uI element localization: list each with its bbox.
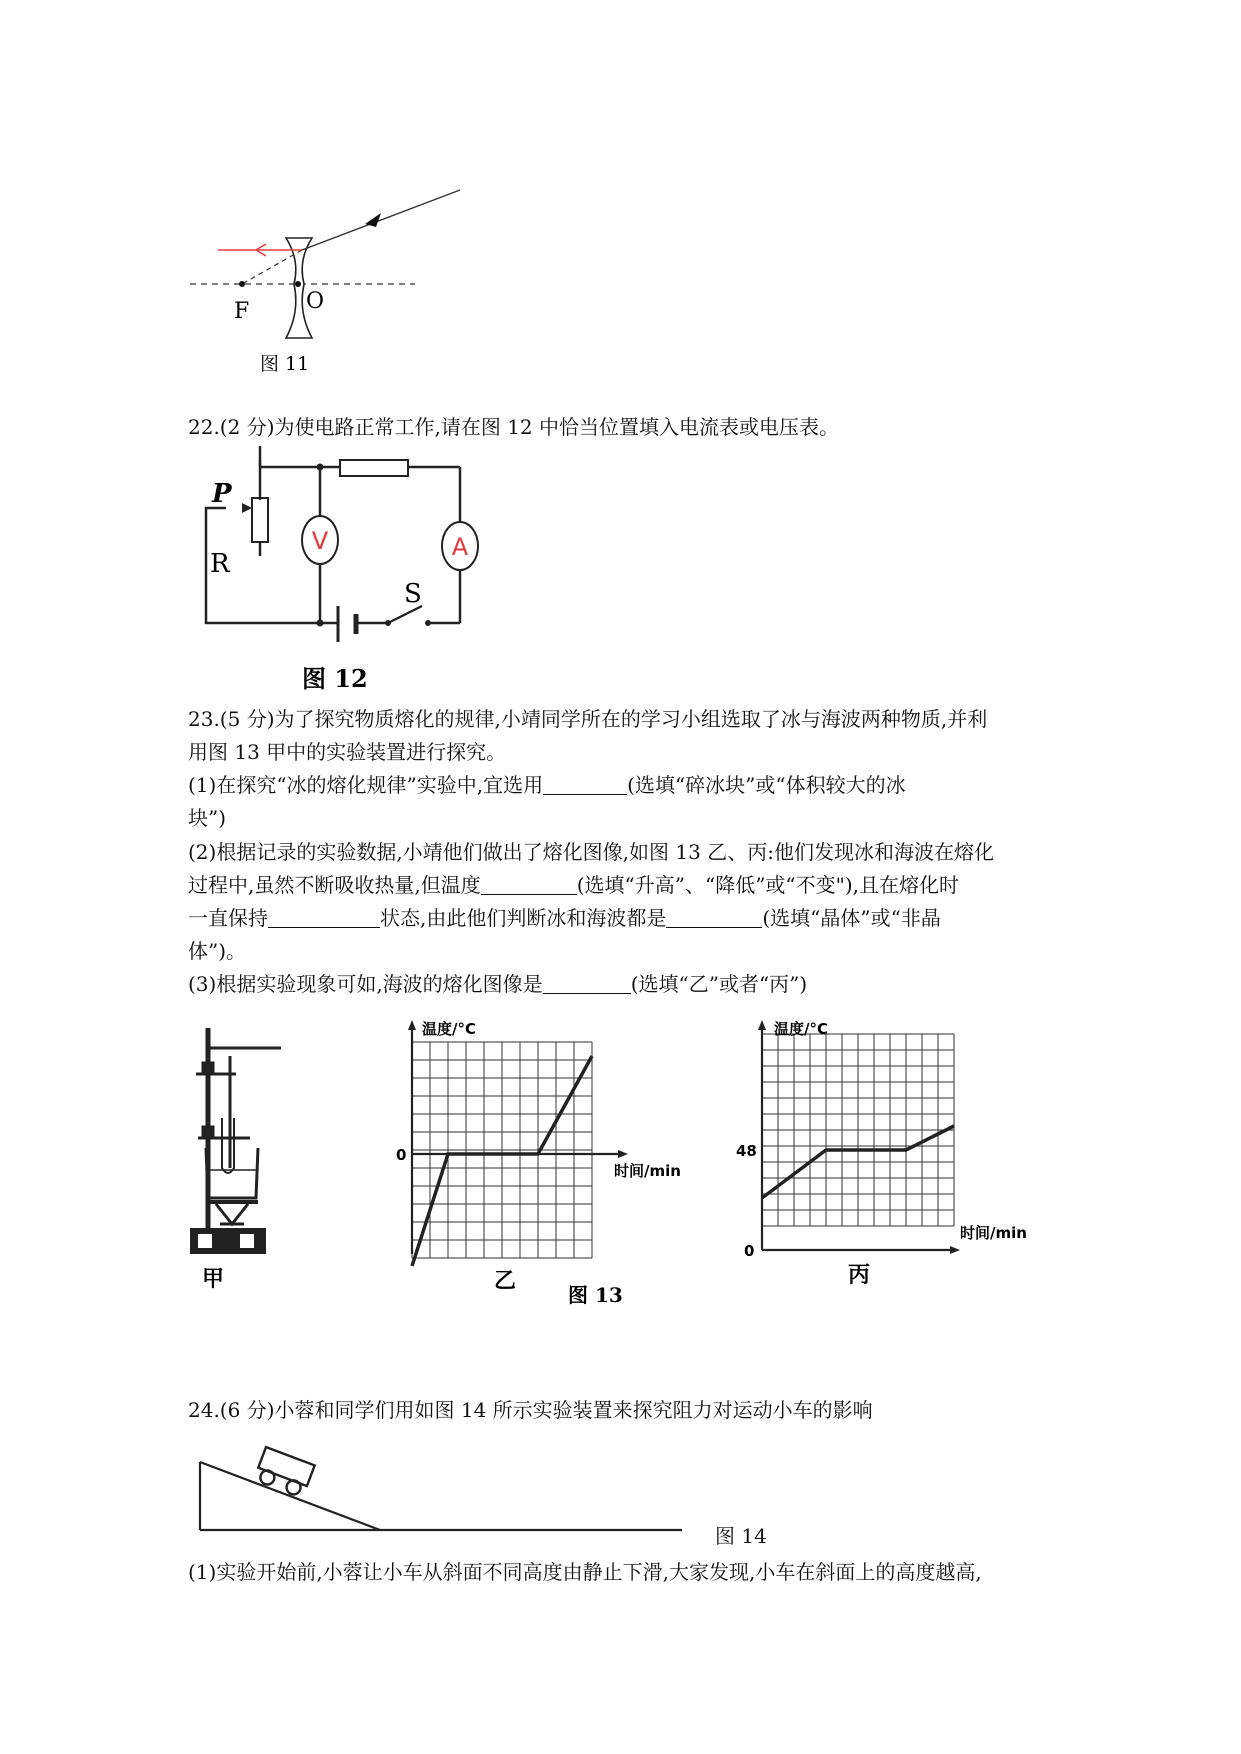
- figure-11-caption: 图 11: [260, 353, 310, 375]
- question-23-part2: (2)根据记录的实验数据,小靖他们做出了熔化图像,如图 13 乙、丙:他们发现冰和海波在熔化: [188, 840, 994, 864]
- label-jia: 甲: [202, 1266, 225, 1292]
- chart-yi-x-arrow: [618, 1150, 628, 1158]
- answer-blank-1[interactable]: [543, 774, 627, 795]
- label-s: S: [404, 579, 422, 609]
- label-yi: 乙: [494, 1268, 517, 1294]
- answer-blank-5[interactable]: [543, 973, 631, 994]
- ammeter-label: A: [451, 533, 469, 561]
- chart-bing-ylabel: 温度/°C: [774, 1020, 828, 1038]
- chart-yi-grid: [412, 1042, 592, 1258]
- figure-11-lens-diagram: [190, 180, 470, 380]
- label-f: F: [234, 299, 250, 324]
- answer-blank-2[interactable]: [481, 874, 577, 895]
- chart-yi-y-arrow: [408, 1020, 416, 1030]
- chart-bing-y-arrow: [758, 1020, 766, 1030]
- figure-13-apparatus: [186, 1018, 296, 1293]
- question-24-part1: (1)实验开始前,小蓉让小车从斜面不同高度由静止下滑,大家发现,小车在斜面上的高度越高,: [188, 1560, 982, 1584]
- voltmeter-label: V: [311, 527, 329, 555]
- chart-bing-grid: [762, 1034, 954, 1226]
- label-bing: 丙: [848, 1262, 871, 1288]
- question-23-part3: (3)根据实验现象可如,海波的熔化图像是 (选填“乙”或者“丙”): [188, 972, 808, 996]
- figure-12-caption: 图 12: [302, 664, 368, 693]
- incident-ray: [302, 190, 460, 250]
- chart-yi-xlabel: 时间/min: [614, 1162, 681, 1180]
- chart-bing: [732, 1020, 1072, 1296]
- figure-14-incline: [196, 1440, 796, 1550]
- figure-14-caption: 图 14: [715, 1524, 767, 1548]
- chart-bing-tick-48: 48: [736, 1142, 757, 1160]
- figure-13-caption: 图 13: [568, 1283, 623, 1307]
- concave-lens: [286, 238, 312, 338]
- label-p: P: [212, 479, 232, 509]
- chart-yi-ylabel: 温度/°C: [422, 1020, 476, 1038]
- question-23-part2-end: 体”)。: [188, 939, 247, 963]
- figure-12-circuit: [190, 460, 510, 700]
- answer-blank-4[interactable]: [666, 907, 762, 928]
- question-23-line1: 23.(5 分)为了探究物质熔化的规律,小靖同学所在的学习小组选取了冰与海波两种物质,并利: [188, 707, 988, 731]
- chart-yi: [388, 1020, 718, 1307]
- question-23-part2-line2: 过程中,虽然不断吸收热量,但温度 (选填“升高”、“降低”或“不变"),且在熔化时: [188, 873, 960, 897]
- ray-extension: [242, 250, 302, 284]
- question-23-part1: (1)在探究“冰的熔化规律”实验中,宜选用 (选填“碎冰块”或“体积较大的冰: [188, 773, 906, 797]
- chart-bing-tick-0: 0: [744, 1242, 755, 1260]
- chart-bing-x-arrow: [950, 1246, 960, 1254]
- question-22: 22.(2 分)为使电路正常工作,请在图 12 中恰当位置填入电流表或电压表。: [188, 415, 840, 439]
- focal-point: [239, 281, 245, 287]
- question-24: 24.(6 分)小蓉和同学们用如图 14 所示实验装置来探究阻力对运动小车的影响: [188, 1398, 873, 1422]
- question-23-line2: 用图 13 甲中的实验装置进行探究。: [188, 740, 507, 764]
- chart-yi-tick-0: 0: [396, 1146, 407, 1164]
- label-r: R: [210, 549, 230, 579]
- label-o: O: [306, 289, 325, 314]
- answer-blank-3[interactable]: [268, 907, 380, 928]
- question-23-part2-line3: 一直保持 状态,由此他们判断冰和海波都是 (选填“晶体”或“非晶: [188, 906, 941, 930]
- chart-bing-xlabel: 时间/min: [960, 1224, 1027, 1242]
- question-23-part1-end: 块”): [188, 806, 227, 830]
- optical-center: [295, 281, 301, 287]
